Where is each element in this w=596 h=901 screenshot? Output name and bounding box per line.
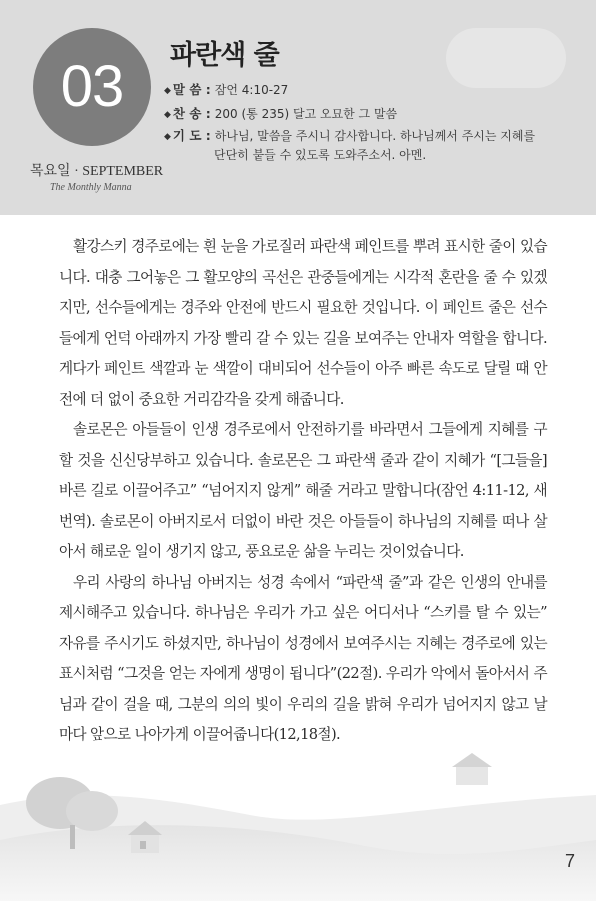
house-icon — [452, 753, 492, 785]
header-cloud-decoration — [446, 28, 566, 88]
publication-subtitle: The Monthly Manna — [50, 182, 132, 193]
page-number: 7 — [565, 851, 576, 871]
weekday-label: 목요일 · SEPTEMBER — [30, 164, 164, 179]
scripture-line — [164, 80, 584, 101]
hymn-label: 찬 송 : — [172, 106, 211, 121]
hymn-value: 200 (통 235) 달고 오묘한 그 말씀 — [214, 107, 398, 121]
page-title: 파란색 줄 — [170, 40, 279, 71]
prayer-text-continued: 단단히 붙들 수 있도록 도와주소서. 아멘. — [214, 148, 427, 162]
devotional-header — [0, 0, 596, 215]
prayer-text: 하나님, 말씀을 주시니 감사합니다. 하나님께서 주시는 지혜를 — [214, 129, 536, 143]
scripture-value: 잠언 4:10-27 — [214, 83, 289, 97]
snowy-landscape-illustration — [0, 745, 596, 901]
devotional-body — [59, 232, 547, 751]
diamond-bullet-icon: ◆ — [164, 86, 171, 96]
scripture-label: 말 씀 : — [172, 82, 211, 97]
body-paragraph: 우리 사랑의 하나님 아버지는 성경 속에서 “파란색 줄”과 같은 인생의 안내를 제시해주고 있습니다. 하나님은 우리가 가고 싶은 어디서나 “스키를 탈 수 있는” 자유를 주시기도 하셨지만, 하나님이 성경에서 보여주시는 지혜는 경주로에 있는 표시처럼 “그것을 얻는 자에게 생명이 됩니다”(22절). 우리가 악에서 돌아서서 주님과 같이 걸을 때, 그분의 의의 빛이 우리의 길을 밝혀 우리가 넘어지지 않고 날마다 앞으로 나아가게 이끌어줍니다(12,18절). — [59, 573, 547, 743]
body-paragraph: 활강스키 경주로에는 흰 눈을 가로질러 파란색 페인트를 뿌려 표시한 줄이 있습니다. 대충 그어놓은 그 활모양의 곡선은 관중들에게는 시각적 혼란을 줄 수 있겠지만, 선수들에게는 경주와 안전에 반드시 필요한 것입니다. 이 페인트 줄은 선수들에게 언덕 아래까지 가장 빨리 갈 수 있는 길을 보여주는 안내자 역할을 합니다. 게다가 페인트 색깔과 눈 색깔이 대비되어 선수들이 아주 빠른 속도로 달릴 때 안전에 더 없이 중요한 거리감각을 갖게 해줍니다. — [59, 238, 547, 408]
hymn-line — [164, 104, 584, 125]
body-paragraph: 솔로몬은 아들들이 인생 경주로에서 안전하기를 바라면서 그들에게 지혜를 구할 것을 신신당부하고 있습니다. 솔로몬은 그 파란색 줄과 같이 지혜가 “[그들을] 바른 길로 이끌어주고” “넘어지지 않게” 해줄 거라고 말합니다(잠언 4:11-12, 새번역). 솔로몬이 아버지로서 더없이 바란 것은 아들들이 하나님의 지혜를 떠나 살아서 해로운 일이 생기지 않고, 풍요로운 삶을 누리는 것이었습니다. — [59, 421, 547, 560]
prayer-line — [164, 126, 584, 147]
diamond-bullet-icon: ◆ — [164, 132, 171, 142]
day-number-badge: 03 — [33, 28, 151, 146]
prayer-label: 기 도 : — [172, 128, 211, 143]
diamond-bullet-icon: ◆ — [164, 110, 171, 120]
